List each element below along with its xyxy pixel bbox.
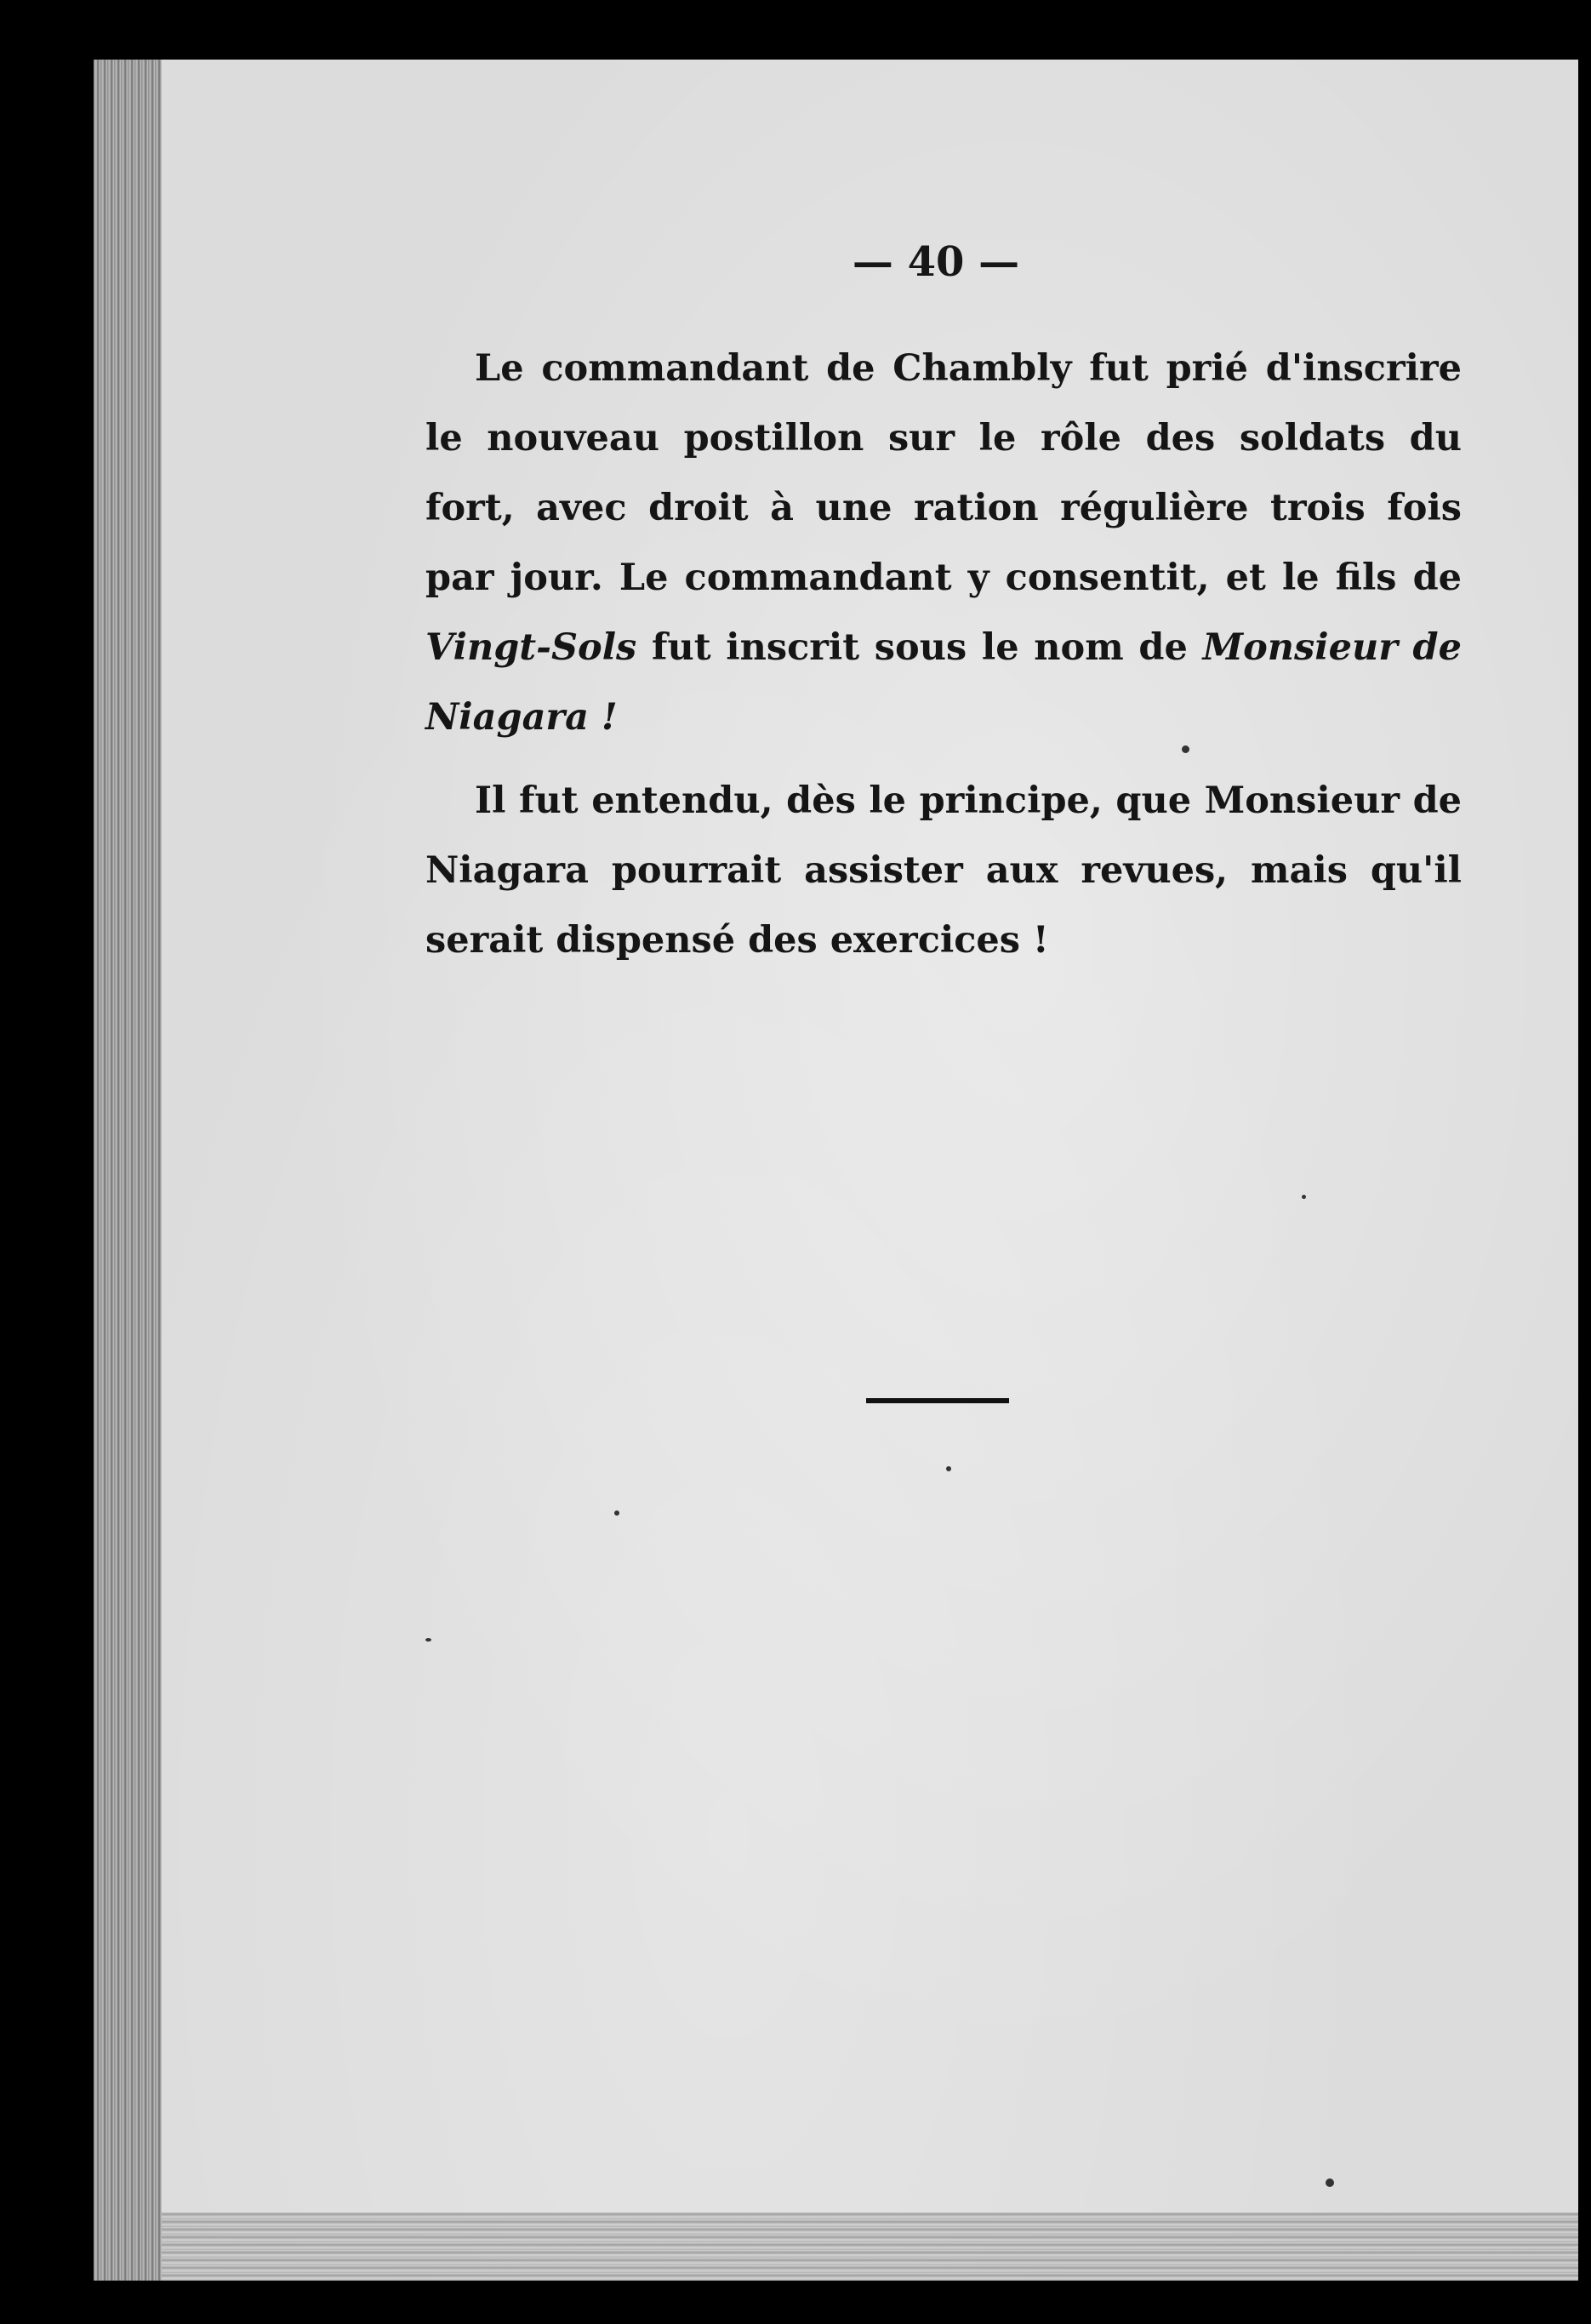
ink-speck [614,1510,619,1516]
ink-speck [1182,745,1189,753]
page-number: — 40 — [852,238,1020,286]
paragraph-2: Il fut entendu, dès le principe, que Monsieur de Niagara pourrait assister aux revues, mais qu'il serait dispensé des exercices ! [425,779,1462,962]
paragraph-1-text-2: fut inscrit sous le nom de [636,626,1203,669]
body-text [425,334,1462,975]
book-bottom-edge [162,2213,1578,2281]
end-rule [866,1398,1009,1403]
ink-speck [425,1638,431,1642]
ink-speck [946,1466,951,1471]
book-page-edges [94,60,170,2281]
italic-name-vingt-sols: Vingt-Sols [425,626,637,669]
italic-name-monsieur-de-niagara: Monsieur de Niagara ! [425,626,1462,739]
paragraph-1 [425,334,1462,752]
ink-speck [1302,1195,1306,1199]
ink-speck [1326,2178,1334,2187]
paragraph-1-text-1: Le commandant de Chambly fut prié d'inscrire le nouveau postillon sur le rôle des soldats du fort, avec droit à une ration régulière trois fois par jour. Le commandant y consentit, et le fils de [425,347,1462,599]
